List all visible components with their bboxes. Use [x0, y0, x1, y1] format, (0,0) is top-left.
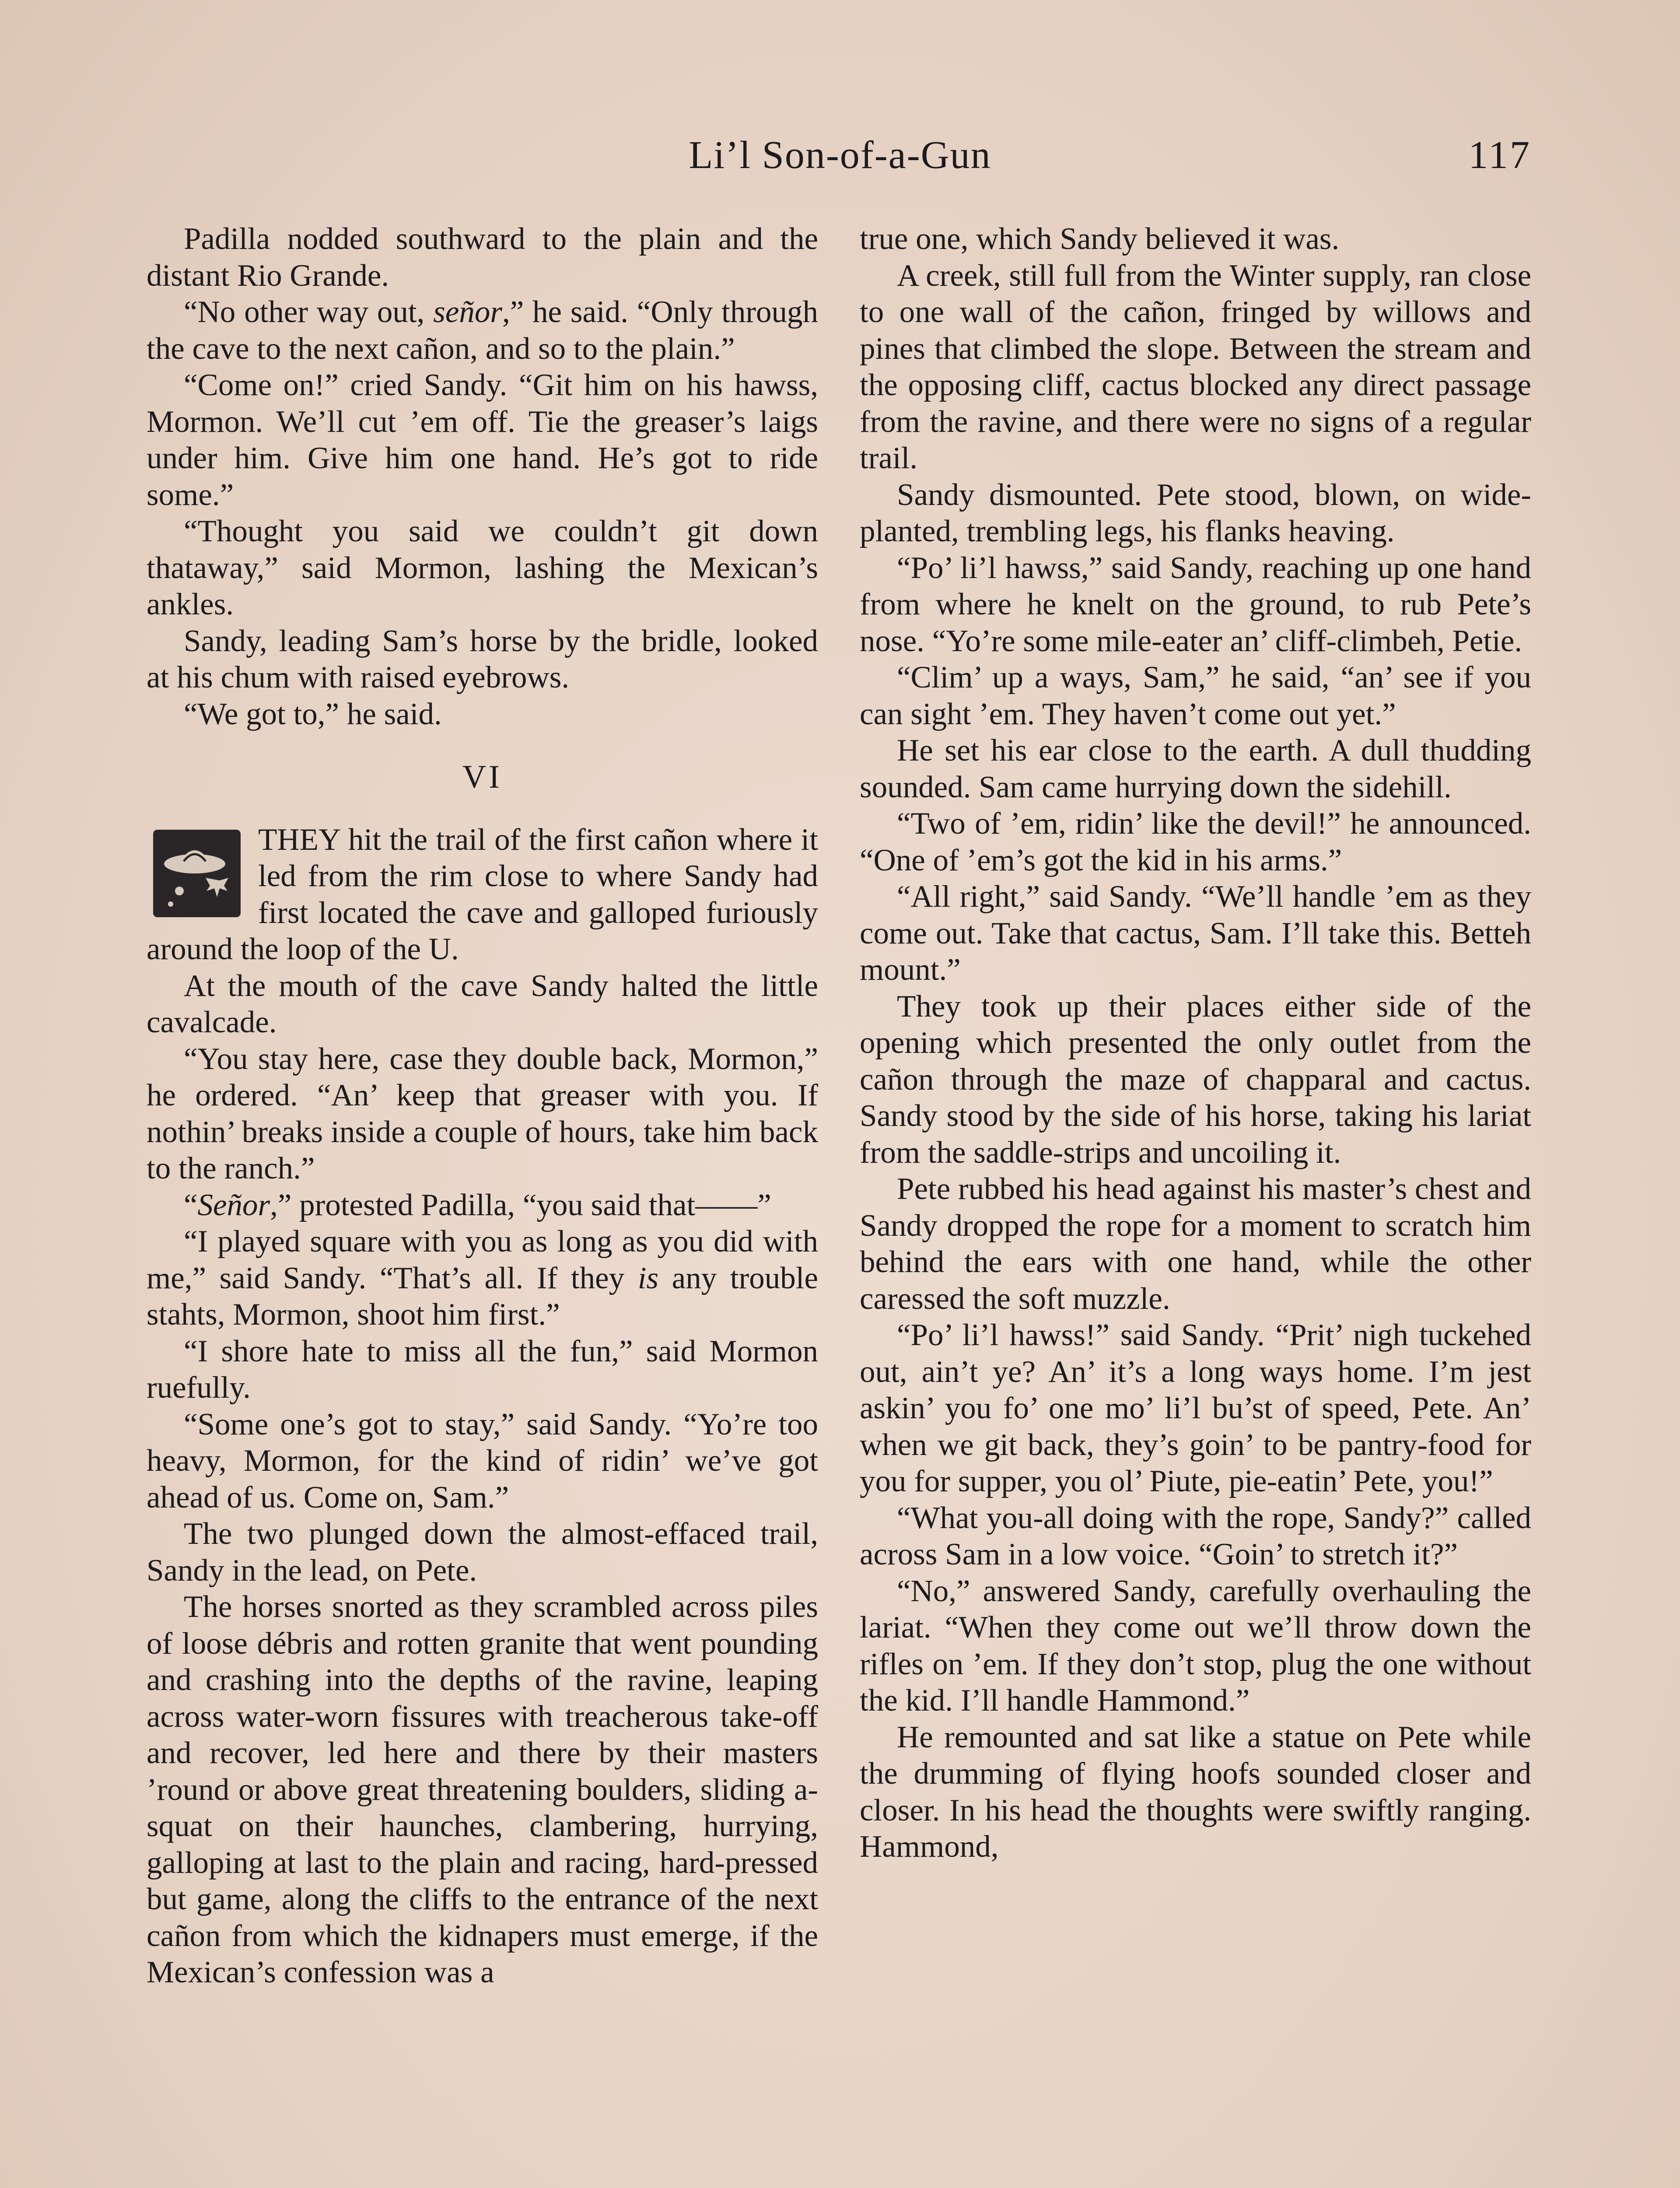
text-run: THEY hit the trail of the first cañon where it led from the rim close to where Sandy had first located the cave and galloped furiously around the loop of the U.	[147, 822, 818, 966]
emphasis: is	[637, 1261, 659, 1295]
paragraph: “Po’ li’l hawss,” said Sandy, reaching up one hand from where he knelt on the ground, to rub Pete’s nose. “Yo’re some mile-eater an’ cliff-climbeh, Petie.	[860, 551, 1531, 658]
paragraph: “We got to,” he said.	[184, 697, 442, 731]
text-run: “No other way out,	[184, 295, 434, 329]
text-run: ,” he said. “Only through the cave to the next cañon, and so to the plain.”	[147, 295, 818, 366]
running-head	[149, 127, 1531, 184]
right-column	[860, 221, 1531, 1865]
paragraph: He remounted and sat like a statue on Pete while the drumming of flying hoofs sounded closer and closer. In his head the thoughts were swiftly ranging. Hammond,	[860, 1720, 1531, 1864]
paragraph: Sandy, leading Sam’s horse by the bridle, looked at his chum with raised eyebrows.	[147, 624, 818, 694]
paragraph: At the mouth of the cave Sandy halted the little cavalcade.	[147, 968, 818, 1039]
paragraph: true one, which Sandy believed it was.	[860, 222, 1340, 256]
page-number: 117	[1468, 133, 1531, 177]
paragraph: “Clim’ up a ways, Sam,” he said, “an’ see if you can sight ’em. They haven’t come out yet.”	[860, 660, 1531, 731]
text-run: “	[184, 1188, 198, 1222]
text-run: ,” protested Padilla, “you said that——”	[270, 1188, 771, 1222]
paragraph: “No,” answered Sandy, carefully overhauling the lariat. “When they come out we’ll throw down the rifles on ’em. If they don’t stop, plug the one without the kid. I’ll handle Hammond.”	[860, 1574, 1531, 1718]
paragraph: “I shore hate to miss all the fun,” said Mormon ruefully.	[147, 1334, 818, 1405]
paragraph: Pete rubbed his head against his master’s chest and Sandy dropped the rope for a moment to scratch him behind the ears with one hand, while the other caressed the soft muzzle.	[860, 1172, 1531, 1316]
paragraph: A creek, still full from the Winter supply, ran close to one wall of the cañon, fringed by willows and pines that climbed the slope. Between the stream and the opposing cliff, cactus blocked any direct passage from the ravine, and there were no signs of a regular trail.	[860, 258, 1531, 475]
paragraph: He set his ear close to the earth. A dull thudding sounded. Sam came hurrying down the sidehill.	[860, 733, 1531, 804]
paragraph: “All right,” said Sandy. “We’ll handle ’em as they come out. Take that cactus, Sam. I’ll take this. Betteh mount.”	[860, 880, 1531, 987]
paragraph: “Two of ’em, ridin’ like the devil!” he announced. “One of ’em’s got the kid in his arms.”	[860, 806, 1531, 877]
emphasis: señor	[433, 295, 502, 329]
paragraph: “Thought you said we couldn’t git down thataway,” said Mormon, lashing the Mexican’s ankles.	[147, 514, 818, 621]
paragraph	[147, 294, 818, 367]
paragraph	[147, 1224, 818, 1333]
paragraph: The two plunged down the almost-effaced trail, Sandy in the lead, on Pete.	[147, 1517, 818, 1588]
paragraph: “Come on!” cried Sandy. “Git him on his hawss, Mormon. We’ll cut ’em off. Tie the greaser’s laigs under him. Give him one hand. He’s got to ride some.”	[147, 368, 818, 512]
text-run: “I played square with you as long as you did with me,” said Sandy. “That’s all. If they	[147, 1224, 818, 1295]
paragraph	[147, 1187, 818, 1224]
paragraph: “Some one’s got to stay,” said Sandy. “Yo’re too heavy, Mormon, for the kind of ridin’ we’ve got ahead of us. Come on, Sam.”	[147, 1407, 818, 1515]
paragraph: Sandy dismounted. Pete stood, blown, on wide-planted, trembling legs, his flanks heaving.	[860, 477, 1531, 548]
text-run: any trouble stahts, Mormon, shoot him first.”	[147, 1261, 819, 1332]
paragraph: “Po’ li’l hawss!” said Sandy. “Prit’ nigh tuckehed out, ain’t ye? An’ it’s a long ways home. I’m jest askin’ you fo’ one mo’ li’l bu’st of speed, Pete. An’ when we git back, they’s goin’ to be pantry-food for you for supper, you ol’ Piute, pie-eatin’ Pete, you!”	[860, 1318, 1531, 1498]
paragraph: “What you-all doing with the rope, Sandy?” called across Sam in a low voice. “Goin’ to stretch it?”	[860, 1501, 1531, 1571]
paragraph: They took up their places either side of the opening which presented the only outlet from the cañon through the maze of chapparal and cactus. Sandy stood by the side of his horse, taking his lariat from the saddle-strips and uncoiling it.	[860, 989, 1531, 1170]
left-column	[147, 221, 818, 1991]
paragraph: Padilla nodded southward to the plain and the distant Rio Grande.	[147, 222, 818, 293]
paragraph: “You stay here, case they double back, Mormon,” he ordered. “An’ keep that greaser with you. If nothin’ breaks inside a couple of hours, take him back to the ranch.”	[147, 1041, 818, 1185]
paragraph: The horses snorted as they scrambled across piles of loose débris and rotten granite that went pounding and crashing into the depths of the ravine, leaping across water-worn fissures with treacherous take-off and recover, led here and there by their masters ’round or above great threatening boulders, sliding a-squat on their haunches, clambering, hurrying, galloping at last to the plain and racing, hard-pressed but game, along the cliffs to the entrance of the next cañon from which the kidnapers must emerge, if the Mexican’s confession was a	[147, 1590, 818, 1989]
sombrero-cactus-icon	[153, 830, 241, 917]
emphasis: Señor	[197, 1188, 270, 1222]
section-heading: VI	[462, 759, 503, 795]
running-title: Li’l Son-of-a-Gun	[689, 133, 991, 177]
opening-paragraph	[147, 822, 818, 968]
